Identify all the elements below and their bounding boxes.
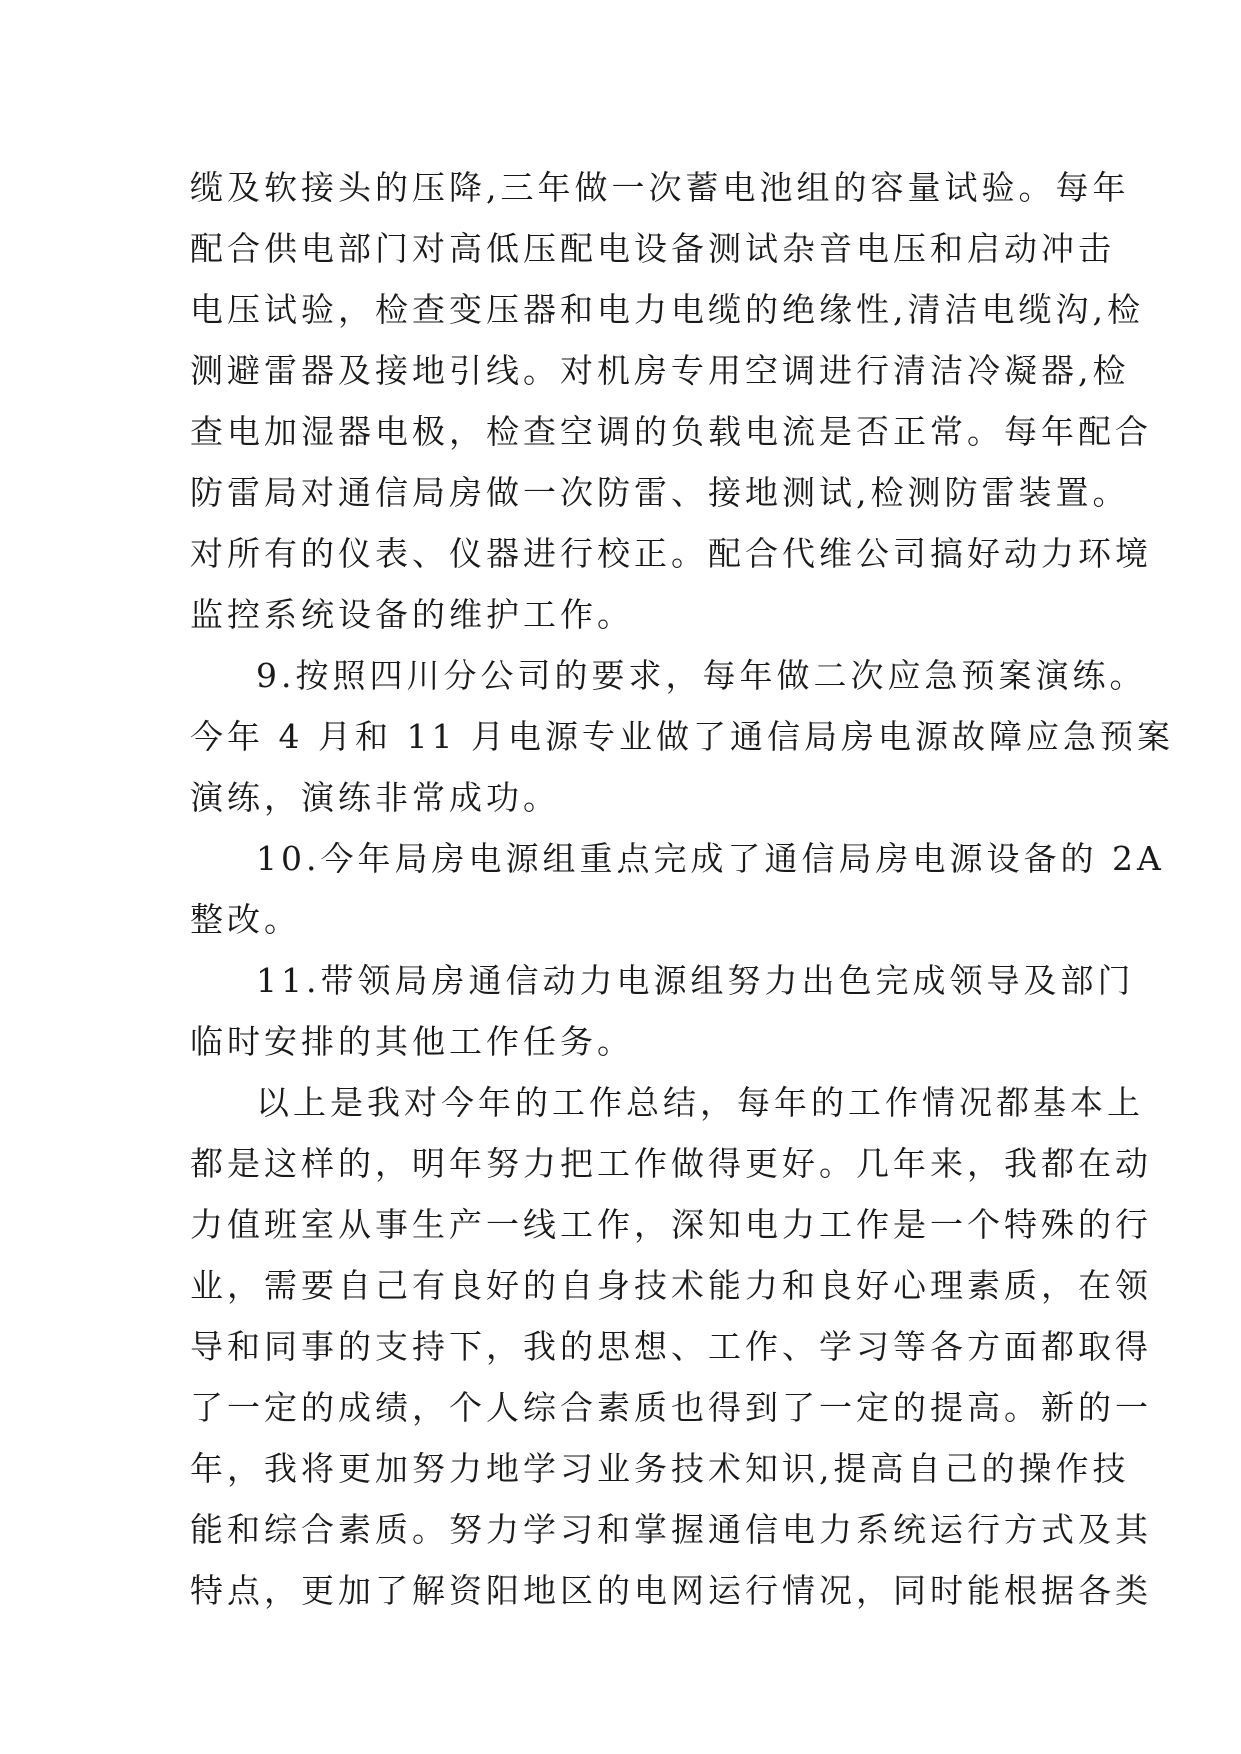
text-line: 9.按照四川分公司的要求，每年做二次应急预案演练。: [256, 656, 1147, 695]
paragraph-item-10: [190, 828, 1165, 950]
text-line: 查电加湿器电极，检查空调的负载电流是否正常。每年配合: [190, 412, 1152, 451]
text-line: 10.今年局房电源组重点完成了通信局房电源设备的 2A: [256, 839, 1165, 878]
text-line: 都是这样的，明年努力把工作做得更好。几年来，我都在动: [190, 1144, 1152, 1183]
text-line: 导和同事的支持下，我的思想、工作、学习等各方面都取得: [190, 1327, 1152, 1366]
paragraph-maintenance-continued: [190, 157, 1152, 645]
document-body: [190, 157, 1174, 1621]
text-line: 临时安排的其他工作任务。: [190, 1022, 634, 1061]
text-line: 11.带领局房通信动力电源组努力出色完成领导及部门: [256, 961, 1135, 1000]
paragraph-item-11: [190, 950, 1135, 1072]
text-line: 业，需要自己有良好的自身技术能力和良好心理素质，在领: [190, 1266, 1152, 1305]
text-line: 能和综合素质。努力学习和掌握通信电力系统运行方式及其: [190, 1510, 1152, 1549]
paragraph-item-9: [190, 645, 1174, 828]
text-line: 对所有的仪表、仪器进行校正。配合代维公司搞好动力环境: [190, 534, 1152, 573]
text-line: 监控系统设备的维护工作。: [190, 595, 634, 634]
text-line: 演练，演练非常成功。: [190, 778, 560, 817]
text-line: 测避雷器及接地引线。对机房专用空调进行清洁冷凝器,检: [190, 351, 1130, 390]
text-line: 电压试验，检查变压器和电力电缆的绝缘性,清洁电缆沟,检: [190, 290, 1144, 329]
text-line: 特点，更加了解资阳地区的电网运行情况，同时能根据各类: [190, 1571, 1152, 1610]
text-line: 力值班室从事生产一线工作，深知电力工作是一个特殊的行: [190, 1205, 1152, 1244]
text-line: 整改。: [190, 900, 301, 939]
text-line: 配合供电部门对高低压配电设备测试杂音电压和启动冲击: [190, 229, 1115, 268]
text-line: 年，我将更加努力地学习业务技术知识,提高自己的操作技: [190, 1449, 1130, 1488]
text-line: 以上是我对今年的工作总结，每年的工作情况都基本上: [256, 1083, 1144, 1122]
text-line: 防雷局对通信局房做一次防雷、接地测试,检测防雷装置。: [190, 473, 1130, 512]
text-line: 缆及软接头的压降,三年做一次蓄电池组的容量试验。每年: [190, 168, 1130, 207]
text-line: 了一定的成绩，个人综合素质也得到了一定的提高。新的一: [190, 1388, 1152, 1427]
text-line: 今年 4 月和 11 月电源专业做了通信局房电源故障应急预案: [190, 717, 1174, 756]
paragraph-summary: [190, 1072, 1152, 1621]
